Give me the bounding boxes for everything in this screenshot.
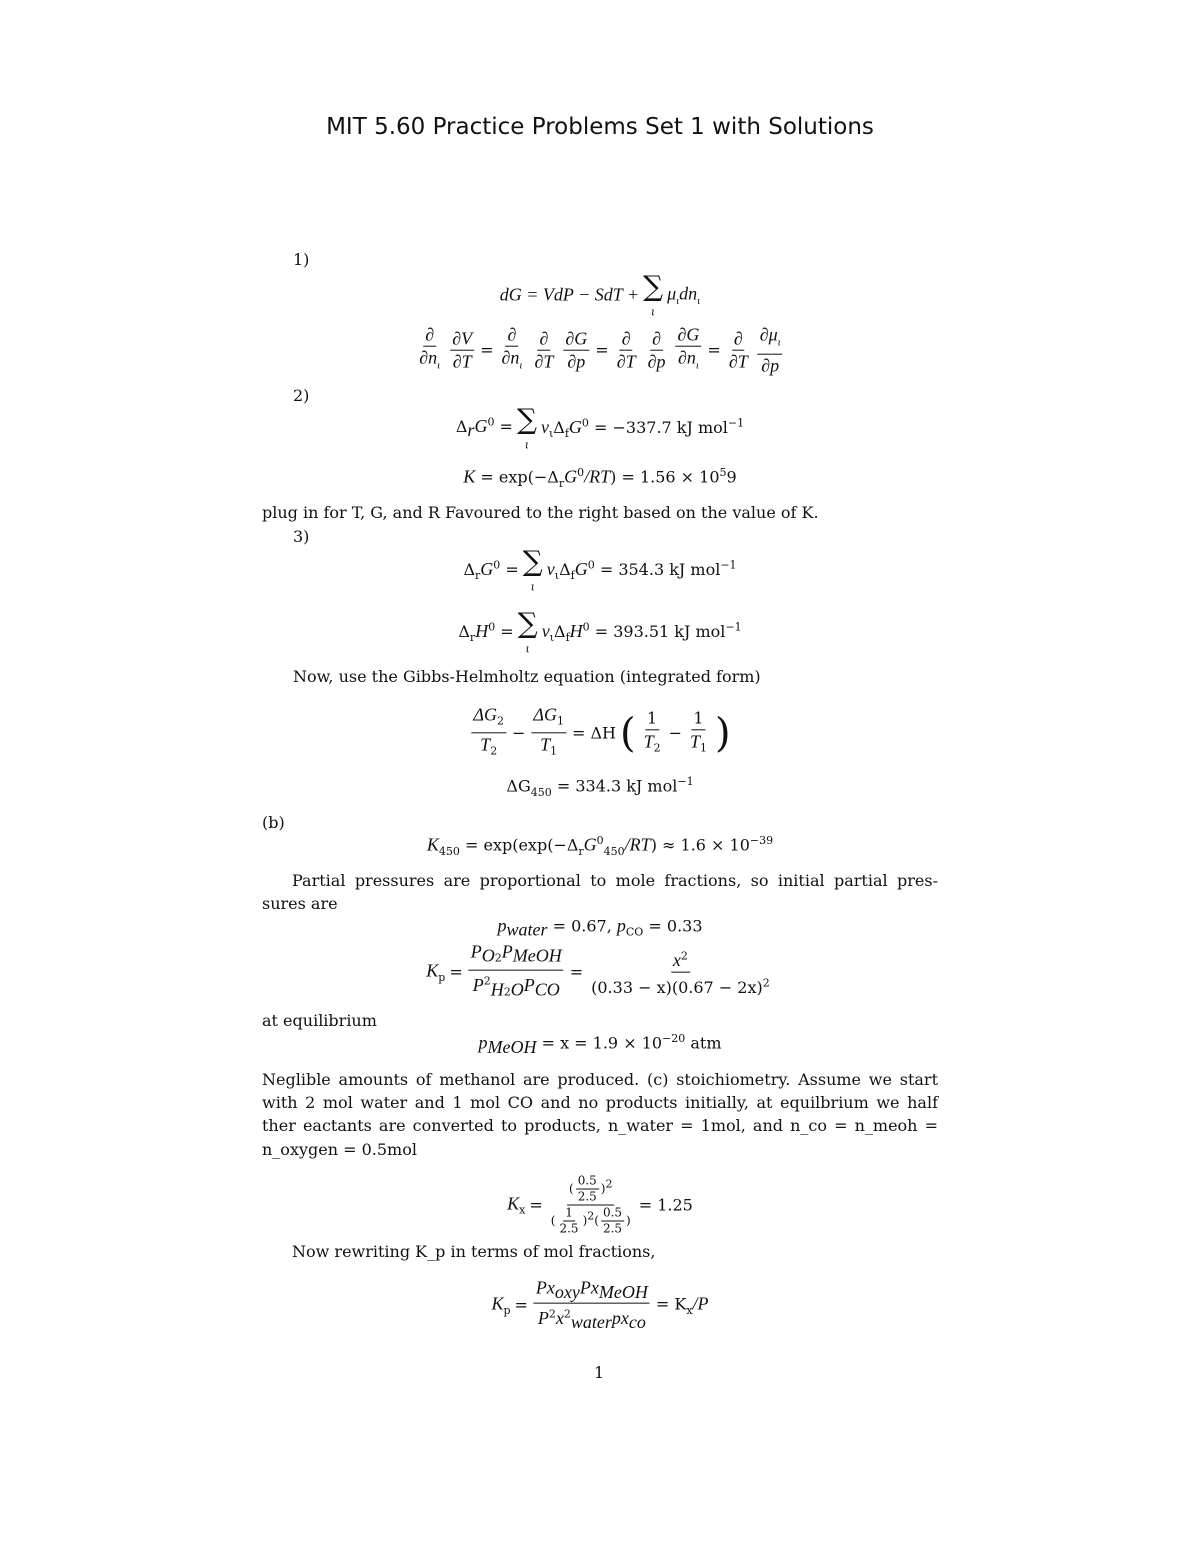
equation-maxwell: $\frac{\partial}{\partial n_\iota}$ $\frac{\partial V}{\partial T}$ = $\frac{\partial}{\partial n_\iota}$ $\frac{\partial}{\partial T}$ $\frac{\partial G}{\partial p}$ = $\frac{\partial}{\partial T}$ $\frac{\partial}{\partial p}$ $\frac{\partial G}{\partial n_\iota}$ = $\frac{\partial}{\partial T}$ $\frac{\partial\mu_\iota}{\partial p}$ bbox=[419, 324, 781, 376]
equation-delta-g-450: $\Delta G_{450} = 334.3$ kJ mol$^{-1}$ bbox=[506, 775, 694, 799]
text-line: plug in for T, G, and R Favoured to the right based on the value of K. bbox=[262, 503, 819, 522]
paragraph-line: with 2 mol water and 1 mol CO and no products initially, at equilbrium we half bbox=[262, 1093, 938, 1112]
equation-partial-pressures: $p_{water} = 0.67$, $p_{CO} = 0.33$ bbox=[497, 915, 703, 940]
problem-1-label: 1) bbox=[293, 250, 310, 269]
paragraph-line: ther eactants are converted to products, n_water = 1mol, and n_co = n_meoh = bbox=[262, 1116, 938, 1135]
text-line: Now, use the Gibbs-Helmholtz equation (integrated form) bbox=[293, 667, 761, 686]
page-number: 1 bbox=[594, 1363, 605, 1382]
problem-2-label: 2) bbox=[293, 386, 310, 405]
equation-Kp-mol-fractions: $K_p$ = $\frac{Px_{oxy}Px_{MeOH}}{P^2x^2_{water}px_{co}}$ = $K_x/P$ bbox=[491, 1277, 709, 1333]
text-line: Now rewriting K_p in terms of mol fractions, bbox=[292, 1242, 656, 1261]
eq-term: $\mu_\iota dn_\iota$ bbox=[667, 283, 701, 307]
paragraph-line: sures are bbox=[262, 894, 338, 913]
equation-delta-g-sum: $\Delta_rG^0$ = ∑ ι $\nu_\iota\Delta_fG^0 = -337.7$ kJ mol$^{-1}$ bbox=[455, 402, 745, 452]
problem-3-label: 3) bbox=[293, 527, 310, 546]
eq-term: dG = VdP − SdT + bbox=[499, 284, 640, 305]
equation-gibbs-helmholtz: $\frac{\Delta G_2}{T_2}$ − $\frac{\Delta G_1}{T_1}$ = ΔH ( $\frac{1}{T_2}$ − $\frac{1}{T_1}$ ) bbox=[473, 704, 731, 758]
equation-Kx: $K_x$ = ( $\frac{0.5}{2.5}$ )$^2$ ( $\frac{1}{2.5}$ )$^2$( $\frac{0.5}{2.5}$ ) = 1.25 bbox=[507, 1173, 693, 1236]
equation-delta-g-354: $\Delta_rG^0$ = ∑ ι $\nu_\iota\Delta_fG^0 = 354.3$ kJ mol$^{-1}$ bbox=[463, 544, 737, 594]
equation-dG bbox=[499, 269, 701, 319]
document-title: MIT 5.60 Practice Problems Set 1 with Solutions bbox=[326, 114, 874, 140]
sum-symbol: ∑ ι bbox=[643, 269, 664, 319]
equation-K450: $K_{450} = \exp(\exp(-\Delta_rG^0_{450}/RT) \approx 1.6 \times 10^{-39}$ bbox=[426, 834, 774, 858]
equation-K: $K = \exp(-\Delta_rG^0/RT) = 1.56 \times 10^59$ bbox=[463, 466, 737, 490]
equation-pMeOH: $p_{MeOH} = x = 1.9 \times 10^{-20}$ atm bbox=[478, 1032, 722, 1057]
paragraph-line: Partial pressures are proportional to mole fractions, so initial partial pres- bbox=[292, 871, 938, 890]
equation-delta-h: $\Delta_rH^0$ = ∑ ι $\nu_\iota\Delta_fH^0 = 393.51$ kJ mol$^{-1}$ bbox=[458, 606, 742, 656]
part-b-label: (b) bbox=[262, 813, 285, 832]
paragraph-line: n_oxygen = 0.5mol bbox=[262, 1140, 417, 1159]
text-line: at equilibrium bbox=[262, 1011, 377, 1030]
equation-Kp: $K_p$ = $\frac{P_{O2}P_{MeOH}}{P^2_{H2O}P_{CO}}$ = $\frac{x^2}{(0.33 - x)(0.67 - 2x)^2}$ bbox=[426, 941, 770, 1000]
paragraph-line: Neglible amounts of methanol are produced. (c) stoichiometry. Assume we start bbox=[262, 1070, 938, 1089]
